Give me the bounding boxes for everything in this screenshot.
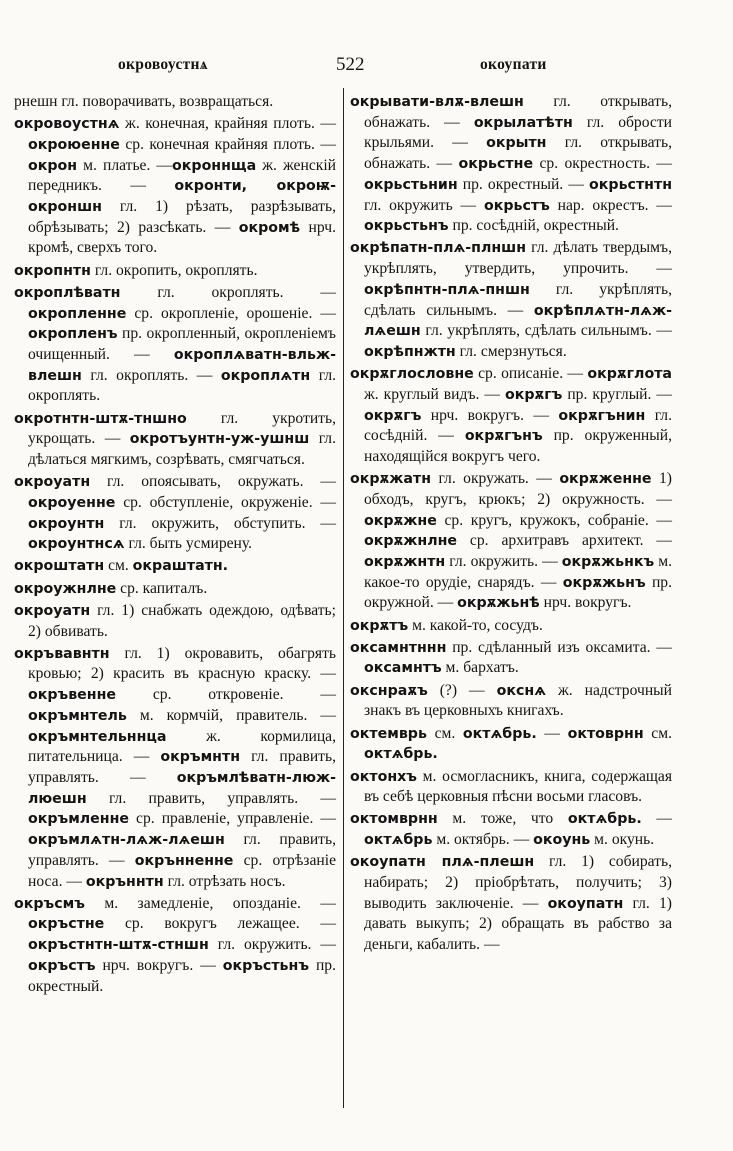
definition-text: гл. сосѣдній. — bbox=[364, 406, 672, 445]
headword: окръмнтель bbox=[28, 707, 127, 724]
headword: оксамнтъ bbox=[364, 660, 442, 677]
headword: окротъунтн-уж-ушнш bbox=[129, 431, 310, 448]
dictionary-entry bbox=[14, 114, 336, 259]
headword: окроюенне bbox=[28, 136, 120, 153]
headword: окронти, окроѭ-окроншн bbox=[28, 178, 336, 216]
definition-text: м. окунь. bbox=[590, 831, 655, 849]
definition-text: гл. окружить, обступить. — bbox=[104, 514, 336, 532]
headword: оксамнтннн bbox=[350, 639, 447, 656]
headword: окрьстьнъ bbox=[364, 218, 449, 235]
definition-text: м. осмогласникъ, книга, содержащая въ себѣ церковныя пѣсни восьми гласовъ. bbox=[364, 767, 672, 806]
definition-text: м. кормчій, правитель. — bbox=[126, 706, 336, 724]
definition-text: ср. окрестность. — bbox=[533, 155, 672, 173]
definition-text: нар. окрестъ. — bbox=[549, 196, 672, 214]
headword: окрѫглота bbox=[587, 366, 672, 383]
definition-text: ср. обступленіе, окруженіе. — bbox=[115, 493, 336, 511]
definition-text: ж. кормилица, питательница. — bbox=[28, 727, 336, 766]
dictionary-entry bbox=[350, 767, 672, 808]
headword: окръстнтн-штѫ-стншн bbox=[28, 937, 209, 954]
definition-text: — bbox=[536, 724, 568, 742]
headword: окроннща bbox=[172, 157, 257, 174]
headword: окрѫгънъ bbox=[464, 428, 543, 445]
definition-text: пр. окрестный. bbox=[28, 956, 336, 995]
headword: окрѫтъ bbox=[350, 617, 409, 634]
headword: октѧбрь bbox=[364, 832, 433, 849]
headword: окроштатн bbox=[14, 558, 105, 575]
definition-text: гл. укрѣплять, сдѣлать сильнымъ. — bbox=[364, 280, 672, 319]
headword: окрѫжнтн bbox=[364, 553, 446, 570]
headword: октемврь bbox=[350, 725, 427, 742]
headword: окоупатн bbox=[547, 895, 624, 912]
definition-text: гл. править, управлять. — bbox=[28, 748, 336, 786]
headword: окрънненне bbox=[134, 852, 234, 869]
definition-text: ср. архитравъ архитект. — bbox=[457, 532, 672, 550]
definition-text: гл. 1) рѣзать, разрѣзывать, обрѣзывать; 2) разсѣкать. — bbox=[28, 198, 336, 236]
definition-text: см. bbox=[426, 724, 463, 742]
headword: октѧбрь. bbox=[364, 746, 438, 763]
headword: окрѫгъ bbox=[504, 386, 563, 403]
definition-text: ср. откровеніе. — bbox=[116, 686, 336, 704]
headword: окрѫжнлне bbox=[364, 533, 458, 550]
definition-text: — bbox=[641, 810, 673, 828]
headword: окропленъ bbox=[28, 326, 118, 343]
headword: окроплѧватн-вльж-влешн bbox=[28, 346, 336, 384]
dictionary-entry bbox=[14, 556, 336, 577]
headword: октонхъ bbox=[350, 768, 417, 785]
dictionary-entry bbox=[14, 261, 336, 282]
headword: окрѫгъ bbox=[364, 407, 422, 424]
definition-text: м. октябрь. — bbox=[432, 831, 534, 849]
headword: окръмлѧтн-лѧж-лѧешн bbox=[28, 832, 225, 849]
definition-text: гл. окружать. — bbox=[431, 470, 560, 488]
definition-text: гл. обрости крыльями. — bbox=[364, 113, 672, 152]
header-left-word: окровоустнѧ bbox=[118, 56, 208, 73]
definition-text: нрч. вокругъ. — bbox=[421, 406, 559, 424]
headword: окръсмъ bbox=[14, 895, 85, 912]
headword: окрылатѣтн bbox=[473, 114, 573, 131]
headword: окрѫжьнкъ bbox=[561, 553, 655, 570]
definition-text: нрч. вокругъ. — bbox=[95, 956, 223, 974]
dictionary-entry bbox=[14, 894, 336, 998]
definition-text: гл. окроплять. bbox=[28, 366, 336, 405]
headword: окротнтн-штѫ-тншно bbox=[14, 410, 187, 427]
dictionary-entry bbox=[350, 469, 672, 614]
headword: окрывати-влѫ-влешн bbox=[350, 94, 524, 110]
headword: окрьстнтн bbox=[589, 176, 672, 193]
headword: окрѫженне bbox=[559, 471, 652, 488]
definition-text: гл. окружить. — bbox=[208, 936, 336, 954]
definition-text: пр. сдѣланный изъ оксамита. — bbox=[446, 638, 672, 656]
header-right-word: окоупати bbox=[480, 56, 547, 73]
headword: окръвенне bbox=[28, 687, 117, 704]
definition-text: гл. 1) снабжать одеждою, одѣвать; 2) обвивать. bbox=[28, 601, 336, 640]
headword: окраштатн. bbox=[132, 558, 229, 575]
definition-text: м. замедленіе, опозданіе. — bbox=[84, 894, 336, 912]
definition-text: гл. опоясывать, окружать. — bbox=[90, 473, 336, 491]
dictionary-entry bbox=[14, 601, 336, 642]
dictionary-entry bbox=[14, 92, 336, 113]
headword: окроуатн bbox=[14, 474, 91, 491]
definition-text: гл. править, управлять. — bbox=[86, 789, 336, 807]
definition-text: гл. окружить — bbox=[364, 196, 484, 214]
definition-text: гл. окружить. — bbox=[445, 552, 562, 570]
right-column bbox=[350, 92, 672, 957]
headword: окроплѧтн bbox=[220, 367, 311, 384]
headword: окрѫжьнѣ bbox=[457, 595, 540, 612]
headword: окроуатн bbox=[14, 602, 91, 619]
headword: окръстне bbox=[28, 916, 105, 933]
definition-text: нрч. кромѣ, сверхъ того. bbox=[28, 218, 336, 257]
headword: окромѣ bbox=[238, 219, 301, 236]
headword: окръмленне bbox=[28, 811, 130, 828]
dictionary-entry bbox=[14, 283, 336, 407]
headword: окроунтнсѧ bbox=[28, 536, 125, 553]
column-divider bbox=[343, 88, 344, 1108]
definition-text: ср. кругъ, кружокъ, собраніе. — bbox=[436, 511, 672, 529]
definition-text: пр. окрестный. — bbox=[457, 175, 590, 193]
headword: окрѣпнтн-плѧ-пншн bbox=[364, 281, 530, 298]
headword: октѧбрь. bbox=[567, 811, 642, 828]
headword: окръмлѣватн-люж-люешн bbox=[28, 770, 336, 807]
definition-text: гл. открывать, обнажать. — bbox=[364, 93, 672, 131]
dictionary-entry bbox=[350, 92, 672, 237]
headword: окрытн bbox=[486, 135, 547, 152]
definition-text: гл. смерзнуться. bbox=[455, 342, 567, 360]
dictionary-entry bbox=[14, 472, 336, 555]
definition-text: ср. вокругъ лежащее. — bbox=[104, 915, 336, 933]
headword: окоунь bbox=[533, 832, 591, 849]
definition-text: гл. дѣлаться мягкимъ, созрѣвать, смягчаться. bbox=[28, 430, 336, 468]
dictionary-entry bbox=[350, 852, 672, 956]
definition-text: гл. дѣлать твердымъ, укрѣплять, утвердить, упрочить. — bbox=[364, 239, 672, 278]
headword: окрѫгънин bbox=[558, 407, 646, 424]
left-column bbox=[14, 92, 336, 999]
dictionary-entry bbox=[350, 809, 672, 850]
headword: окрьстьнин bbox=[364, 176, 458, 193]
definition-text: ср. правленіе, управленіе. — bbox=[129, 810, 336, 828]
definition-text: ср. конечная крайняя плоть. — bbox=[119, 135, 336, 153]
definition-text: пр. круглый. — bbox=[562, 385, 672, 403]
definition-text: 1) обходъ, кругъ, крюкъ; 2) окружность. — bbox=[364, 470, 672, 508]
headword: окснраѫъ bbox=[350, 682, 428, 699]
definition-text: ж. женскій передникъ. — bbox=[28, 156, 336, 195]
headword: октоврнн bbox=[567, 725, 644, 742]
dictionary-entry bbox=[350, 364, 672, 468]
definition-text: ж. надстрочный знакъ въ церковныхъ книгахъ. bbox=[364, 681, 672, 720]
headword: октѧбрь. bbox=[462, 725, 537, 742]
definition-text: ср. отрѣзаніе носа. — bbox=[28, 851, 336, 890]
definition-text: м. какое-то орудіе, снарядъ. — bbox=[364, 552, 672, 591]
definition-text: м. бархатъ. bbox=[441, 659, 519, 677]
definition-text: гл. 1) окровавить, обагрять кровью; 2) красить въ красную краску. — bbox=[28, 644, 336, 683]
definition-text: пр. окружной. — bbox=[364, 573, 672, 612]
definition-text: ж. круглый видъ. — bbox=[364, 385, 505, 403]
dictionary-entry bbox=[350, 724, 672, 765]
headword: окрьстъ bbox=[483, 197, 550, 214]
headword: окрѫглословне bbox=[350, 366, 474, 383]
definition-text: гл. окропить, окроплять. bbox=[90, 261, 258, 279]
definition-text: поворачивать, возвращаться. bbox=[78, 93, 274, 110]
headword: окроужнлне bbox=[14, 580, 117, 597]
definition-text: м. какой-то, сосудъ. bbox=[408, 616, 543, 634]
definition-text: гл. укротить, укрощать. — bbox=[28, 409, 336, 448]
definition-text: гл. отрѣзать носъ. bbox=[163, 872, 286, 890]
definition-text: нрч. вокругъ. bbox=[539, 594, 632, 612]
definition-text: гл. bbox=[61, 93, 79, 110]
headword: окрѣплѧтн-лѧж-лѧешн bbox=[364, 302, 672, 340]
definition-text: гл. 1) собирать, набирать; 2) пріобрѣтать, получить; 3) выводить заключеніе. — bbox=[364, 853, 672, 912]
headword: окроуенне bbox=[28, 494, 116, 511]
dictionary-entry bbox=[350, 238, 672, 362]
headword: окръмнтн bbox=[160, 749, 241, 766]
dictionary-entry bbox=[14, 579, 336, 600]
page-header bbox=[0, 50, 733, 80]
definition-text: гл. править, управлять. — bbox=[28, 831, 336, 869]
headword: окръстъ bbox=[28, 957, 96, 974]
headword: окропнтн bbox=[14, 262, 91, 279]
definition-text: ср. описаніе. — bbox=[473, 365, 588, 383]
definition-text: см. bbox=[104, 557, 133, 575]
headword: окръннтн bbox=[85, 873, 164, 890]
definition-text: ж. конечная, крайняя плоть. — bbox=[119, 115, 336, 133]
dictionary-entry bbox=[350, 616, 672, 637]
headword: окрон bbox=[28, 157, 78, 174]
dictionary-entry bbox=[350, 681, 672, 722]
definition-text: см. bbox=[643, 724, 672, 742]
dictionary-entry bbox=[350, 638, 672, 679]
headword: окропленне bbox=[28, 305, 127, 322]
definition-text: гл. окроплять. — bbox=[120, 283, 336, 301]
definition-text: гл. окроплять. — bbox=[81, 366, 221, 384]
headword: окрѣпнжтн bbox=[364, 343, 456, 360]
headword: октомврнн bbox=[350, 811, 438, 828]
headword: окрьстне bbox=[458, 156, 534, 173]
definition-text: ср. окропленіе, орошеніе. — bbox=[126, 304, 336, 322]
headword: окръвавнтн bbox=[14, 645, 110, 662]
page-number: 522 bbox=[336, 54, 365, 75]
definition-text: пр. сосѣдній, окрестный. bbox=[448, 217, 619, 235]
definition-text: ср. капиталъ. bbox=[116, 579, 208, 597]
headword: окроплѣватн bbox=[14, 284, 121, 301]
definition-text: пр. окропленный, окропленіемъ очищенный. — bbox=[28, 325, 336, 363]
headword: окрѫжьнъ bbox=[562, 574, 646, 591]
headword: окрѣпатн-плѧ-плншн bbox=[350, 240, 527, 257]
definition-text: гл. быть усмирену. bbox=[124, 535, 253, 553]
definition-text: пр. окруженный, находящійся вокругъ чего. bbox=[364, 427, 672, 465]
definition-text: м. тоже, что bbox=[437, 810, 568, 828]
headword: окоупатн плѧ-плешн bbox=[350, 854, 535, 871]
definition-text: м. платье. — bbox=[77, 156, 173, 174]
definition-text: гл. 1) давать выкупъ; 2) обращать въ рабство за деньги, кабалить. — bbox=[364, 894, 672, 954]
definition-text: (?) — bbox=[427, 681, 497, 699]
headword: окрѫжатн bbox=[350, 471, 431, 488]
headword: окровоустнѧ bbox=[14, 116, 120, 133]
headword: окръмнтельннца bbox=[28, 728, 167, 745]
headword: окснѧ bbox=[496, 682, 547, 699]
headword: окрѫжне bbox=[364, 512, 437, 529]
headword: окръстьнъ bbox=[222, 957, 309, 974]
definition-text: гл. открывать, обнажать. — bbox=[364, 134, 672, 173]
definition-text: гл. укрѣплять, сдѣлать сильнымъ. — bbox=[420, 322, 672, 340]
headword: окроунтн bbox=[28, 515, 105, 532]
dictionary-entry bbox=[14, 644, 336, 892]
definition-text: рнешн bbox=[14, 93, 62, 110]
dictionary-entry bbox=[14, 409, 336, 471]
